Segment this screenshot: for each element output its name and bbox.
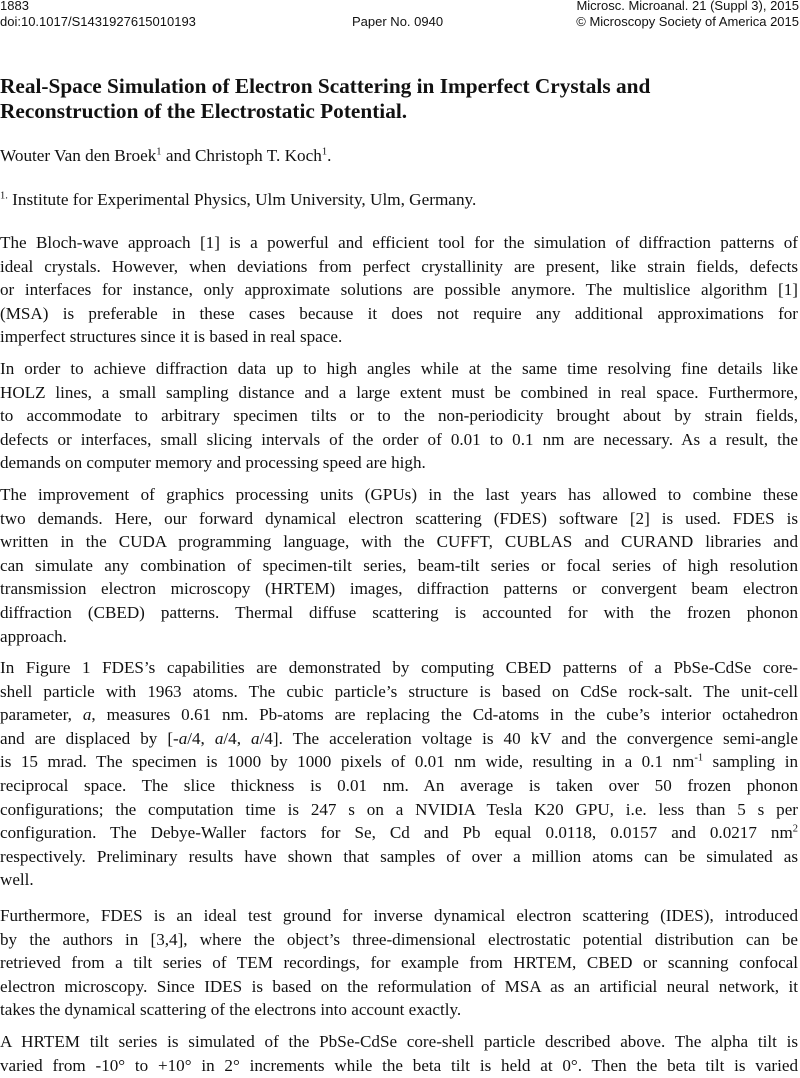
text-line bbox=[0, 821, 798, 845]
authors bbox=[0, 145, 331, 167]
superscript: -1 bbox=[694, 752, 704, 764]
text-line bbox=[0, 727, 798, 751]
text-line: takes the dynamical scattering of the electrons into account exactly. bbox=[0, 1000, 462, 1020]
text-line: (MSA) is preferable in these cases because it does not require any additional approximations for bbox=[0, 303, 798, 323]
affiliation-marker: 1 bbox=[321, 146, 328, 158]
math-symbol: a bbox=[251, 728, 260, 748]
affiliation-marker: 1 bbox=[156, 146, 162, 158]
text-line: electron microscopy. Since IDES is based on the reformulation of MSA as an artificial neural network, it bbox=[0, 976, 798, 996]
text-line bbox=[0, 703, 798, 727]
paper-number: Paper No. 0940 bbox=[352, 14, 444, 29]
text-line: defects or interfaces, small slicing intervals of the order of 0.01 to 0.1 nm are necessary. As a result, the bbox=[0, 429, 798, 449]
text-line: respectively. Preliminary results have shown that samples of over a million atoms can be simulated as bbox=[0, 846, 798, 866]
paragraph-6 bbox=[0, 1030, 798, 1077]
affiliation-marker: 1. bbox=[0, 190, 8, 202]
affiliation bbox=[0, 189, 476, 211]
text-line: Furthermore, FDES is an ideal test ground for inverse dynamical electron scattering (IDES), introduced bbox=[0, 906, 798, 925]
text-line: approach. bbox=[0, 626, 67, 646]
text-line-part bbox=[0, 752, 798, 771]
text-line: by the authors in [3,4], where the object’s three-dimensional electrostatic potential distribution can be bbox=[0, 929, 798, 949]
paragraph-2 bbox=[0, 357, 798, 475]
text-line: In order to achieve diffraction data up to high angles while at the same time resolving fine details like bbox=[0, 359, 798, 378]
text-line: imperfect structures since it is based in real space. bbox=[0, 327, 343, 347]
author-name: Wouter Van den Broek bbox=[0, 146, 157, 165]
text-run: /4, bbox=[187, 728, 215, 748]
text-line-part bbox=[0, 823, 798, 842]
text-line: written in the CUDA programming language, with the CUFFT, CUBLAS and CURAND libraries and bbox=[0, 532, 798, 552]
text-run: sampling in bbox=[703, 752, 798, 772]
page-number: 1883 bbox=[0, 0, 29, 13]
text-line: or interfaces for instance, only approximate solutions are possible anymore. The multislice algorithm [1] bbox=[0, 280, 798, 300]
text-line: can simulate any combination of specimen-tilt series, beam-tilt series or focal series of high resolution bbox=[0, 555, 798, 575]
text-line: shell particle with 1963 atoms. The cubic particle’s structure is based on CdSe rock-salt. The unit-cell bbox=[0, 681, 798, 701]
text-run: is 15 mrad. The specimen is 1000 by 1000 pixels of 0.01 nm wide, resulting in a 0.1 nm bbox=[0, 752, 695, 772]
text-line-part bbox=[0, 705, 798, 724]
text-run: configuration. The Debye-Waller factors for Se, Cd and Pb equal 0.0118, 0.0157 and 0.0217 nm bbox=[0, 823, 793, 843]
text-line: ideal crystals. However, when deviations from perfect crystallinity are present, like strain fields, defects bbox=[0, 256, 798, 276]
superscript: 2 bbox=[792, 823, 798, 835]
title-line: Real-Space Simulation of Electron Scattering in Imperfect Crystals and bbox=[0, 74, 651, 98]
copyright: © Microscopy Society of America 2015 bbox=[576, 14, 799, 29]
text-line-part bbox=[0, 729, 798, 748]
journal-citation: Microsc. Microanal. 21 (Suppl 3), 2015 bbox=[576, 0, 799, 13]
title-line: Reconstruction of the Electrostatic Potential. bbox=[0, 99, 408, 123]
paper-title bbox=[0, 74, 790, 124]
text-line bbox=[0, 750, 798, 774]
text-line: configurations; the computation time is 247 s on a NVIDIA Tesla K20 GPU, i.e. less than 5 s per bbox=[0, 799, 798, 819]
author-separator: and bbox=[161, 146, 195, 165]
affiliation-text: Institute for Experimental Physics, Ulm University, Ulm, Germany. bbox=[7, 190, 477, 209]
text-line: demands on computer memory and processing speed are high. bbox=[0, 453, 426, 473]
paragraph-4 bbox=[0, 656, 798, 892]
text-run: , measures 0.61 nm. Pb-atoms are replacing the Cd-atoms in the cube’s interior octahedron bbox=[91, 705, 799, 725]
text-line: A HRTEM tilt series is simulated of the PbSe-CdSe core-shell particle described above. The alpha tilt is bbox=[0, 1032, 798, 1051]
doi: doi:10.1017/S1431927615010193 bbox=[0, 14, 196, 29]
text-line: well. bbox=[0, 870, 34, 890]
text-line: diffraction (CBED) patterns. Thermal diffuse scattering is accounted for with the frozen phonon bbox=[0, 602, 798, 622]
text-line: In Figure 1 FDES’s capabilities are demonstrated by computing CBED patterns of a PbSe-CdSe core- bbox=[0, 658, 798, 677]
text-line: HOLZ lines, a small sampling distance and a large extent must be combined in real space. Furthermore, bbox=[0, 382, 798, 402]
text-line: reciprocal space. The slice thickness is 0.01 nm. An average is taken over 50 frozen phonon bbox=[0, 775, 798, 795]
text-line: two demands. Here, our forward dynamical electron scattering (FDES) software [2] is used. FDES is bbox=[0, 508, 798, 528]
text-run: parameter, bbox=[0, 705, 83, 725]
text-line: The improvement of graphics processing units (GPUs) in the last years has allowed to combine these bbox=[0, 485, 798, 504]
text-run: /4, bbox=[223, 728, 252, 748]
author-name: Christoph T. Koch bbox=[194, 146, 322, 165]
text-line: transmission electron microscopy (HRTEM) images, diffraction patterns or convergent beam electron bbox=[0, 579, 798, 599]
paragraph-3 bbox=[0, 483, 798, 648]
paragraph-1 bbox=[0, 231, 798, 349]
text-line: retrieved from a tilt series of TEM recordings, for example from HRTEM, CBED or scanning confocal bbox=[0, 953, 798, 973]
text-run: /4]. The acceleration voltage is 40 kV and the convergence semi-angle bbox=[259, 728, 799, 748]
text-run: and are displaced by [- bbox=[0, 728, 179, 748]
text-line: to accommodate to arbitrary specimen tilts or to the non-periodicity brought about by strain fields, bbox=[0, 406, 798, 426]
math-symbol: a bbox=[82, 705, 92, 725]
math-symbol: a bbox=[214, 728, 224, 748]
author-end: . bbox=[327, 146, 332, 165]
text-line: The Bloch-wave approach [1] is a powerful and efficient tool for the simulation of diffraction patterns of bbox=[0, 233, 798, 252]
math-symbol: a bbox=[178, 728, 188, 748]
paragraph-5 bbox=[0, 904, 798, 1022]
text-line: varied from -10° to +10° in 2° increments while the beta tilt is held at 0°. Then the beta tilt is varied bbox=[0, 1055, 798, 1075]
